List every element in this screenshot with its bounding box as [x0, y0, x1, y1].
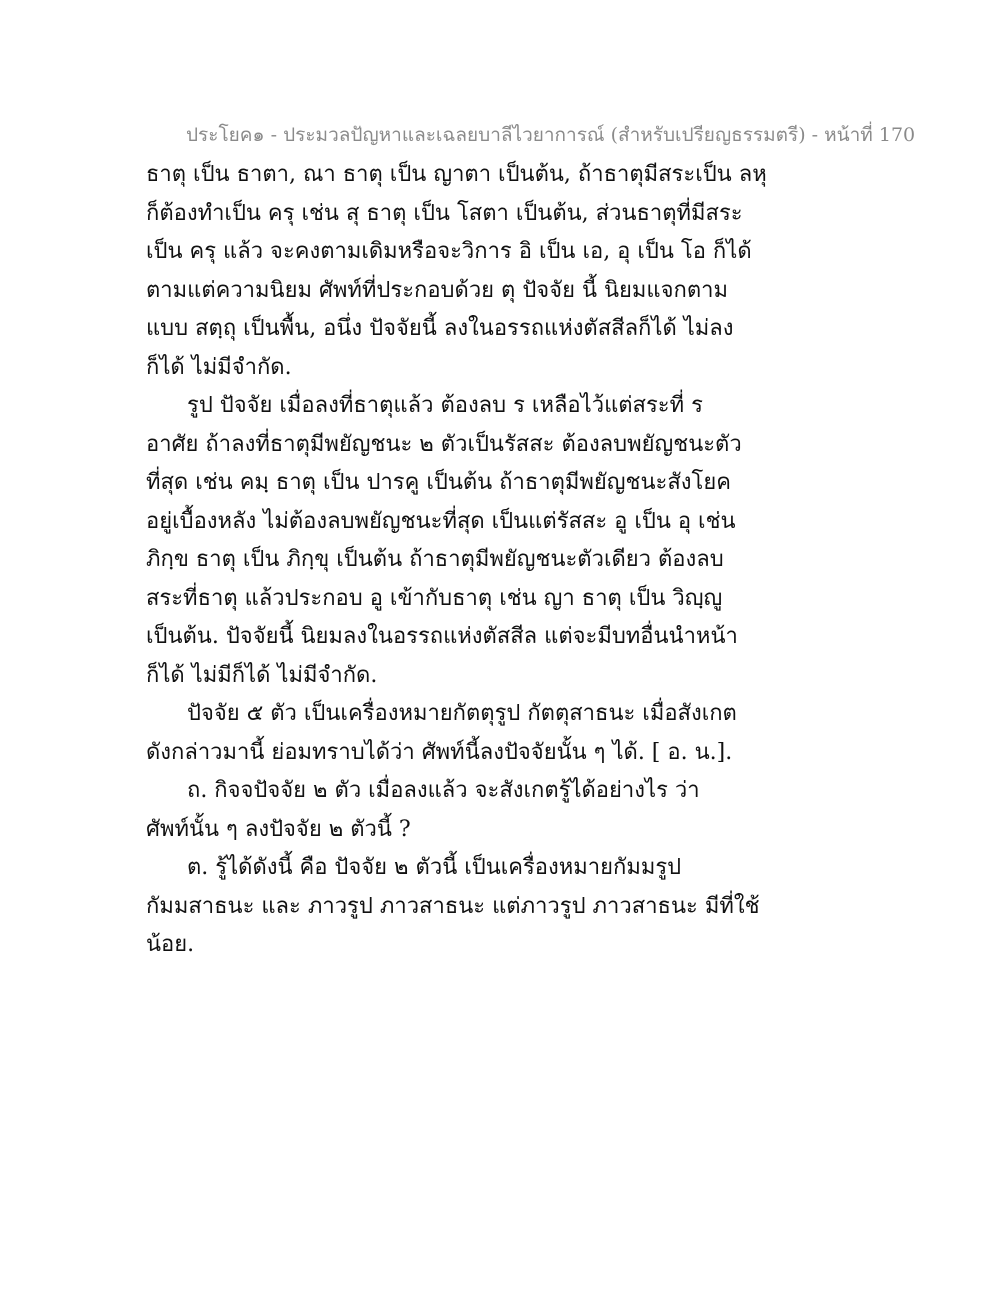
text-line: อาศัย ถ้าลงที่ธาตุมีพยัญชนะ ๒ ตัวเป็นรัสสะ ต้องลบพยัญชนะตัว [146, 431, 742, 457]
paragraph-first-line: ปัจจัย ๕ ตัว เป็นเครื่องหมายกัตตุรูป กัตตุสาธนะ เมื่อสังเกต [187, 701, 737, 726]
text-line: อยู่เบื้องหลัง ไม่ต้องลบพยัญชนะที่สุด เป็นแต่รัสสะ อู เป็น อุ เช่น [146, 508, 736, 534]
running-header: ประโยค๑ - ประมวลปัญหาและเฉลยบาลีไวยาการณ์ (สำหรับเปรียญธรรมตรี) - หน้าที่ 170 [186, 124, 916, 146]
text-line: สระที่ธาตุ แล้วประกอบ อู เข้ากับธาตุ เช่น ญา ธาตุ เป็น วิญฺญู [146, 585, 723, 611]
text-line: กัมมสาธนะ และ ภาวรูป ภาวสาธนะ แต่ภาวรูป ภาวสาธนะ มีที่ใช้ [146, 893, 760, 919]
text-line: แบบ สตฺถุ เป็นพื้น, อนึ่ง ปัจจัยนี้ ลงในอรรถแห่งตัสสีลก็ได้ ไม่ลง [146, 316, 734, 341]
paragraph-first-line: ถ. กิจจปัจจัย ๒ ตัว เมื่อลงแล้ว จะสังเกตรู้ได้อย่างไร ว่า [187, 778, 700, 803]
text-line: ดังกล่าวมานี้ ย่อมทราบได้ว่า ศัพท์นี้ลงปัจจัยนั้น ๆ ได้. [ อ. น.]. [146, 739, 733, 765]
text-line: ก็ต้องทำเป็น ครุ เช่น สุ ธาตุ เป็น โสตา เป็นต้น, ส่วนธาตุที่มีสระ [146, 200, 743, 226]
text-line: ตามแต่ความนิยม ศัพท์ที่ประกอบด้วย ตุ ปัจจัย นี้ นิยมแจกตาม [146, 277, 728, 303]
text-line: ศัพท์นั้น ๆ ลงปัจจัย ๒ ตัวนี้ ? [146, 816, 411, 842]
paragraph-first-line: ต. รู้ได้ดังนี้ คือ ปัจจัย ๒ ตัวนี้ เป็นเครื่องหมายกัมมรูป [187, 855, 682, 880]
text-line: ที่สุด เช่น คมฺ ธาตุ เป็น ปารคู เป็นต้น ถ้าธาตุมีพยัญชนะสังโยค [146, 470, 731, 495]
text-line: ภิกฺข ธาตุ เป็น ภิกฺขุ เป็นต้น ถ้าธาตุมีพยัญชนะตัวเดียว ต้องลบ [146, 547, 724, 572]
text-line: ก็ได้ ไม่มีก็ได้ ไม่มีจำกัด. [146, 662, 378, 688]
text-line: ก็ได้ ไม่มีจำกัด. [146, 354, 292, 380]
text-line: ธาตุ เป็น ธาตา, ณา ธาตุ เป็น ญาตา เป็นต้น, ถ้าธาตุมีสระเป็น ลหุ [146, 162, 767, 187]
paragraph-first-line: รูป ปัจจัย เมื่อลงที่ธาตุแล้ว ต้องลบ ร เหลือไว้แต่สระที่ ร [187, 393, 703, 418]
body-text [146, 156, 767, 965]
text-line: น้อย. [146, 932, 195, 957]
text-line: เป็น ครุ แล้ว จะคงตามเดิมหรือจะวิการ อิ เป็น เอ, อุ เป็น โอ ก็ได้ [146, 239, 752, 264]
text-line: เป็นต้น. ปัจจัยนี้ นิยมลงในอรรถแห่งตัสสีล แต่จะมีบทอื่นนำหน้า [146, 624, 738, 649]
